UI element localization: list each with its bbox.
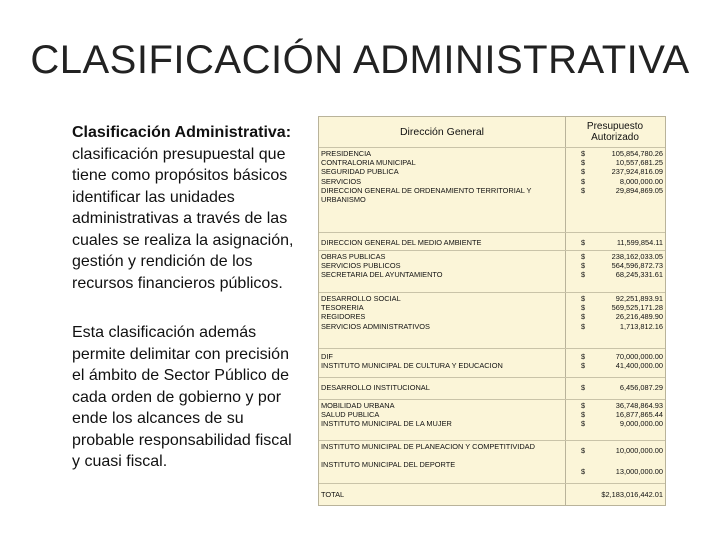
unit-name: DIRECCION GENERAL DE ORDENAMIENTO TERRITORIAL Y URBANISMO (321, 185, 532, 205)
definition-paragraph (72, 122, 300, 294)
total-label: TOTAL (321, 490, 345, 499)
amount-cell: $ 9,000,000.00 (581, 419, 663, 429)
amount-cell: $ 11,599,854.11 (581, 238, 663, 247)
header-budget: Presupuesto Autorizado (565, 117, 665, 148)
definition-text: clasificación presupuestal que tiene como propósitos básicos identificar las unidades administrativas a través de las cuales se realiza la asignación, gestión y rendición de los recursos financieros públicos. (72, 145, 294, 292)
amount-value: 10,000,000.00 (615, 446, 663, 455)
amount-cell: $ 1,713,812.16 (581, 321, 663, 331)
amount-cell: $ 68,245,331.61 (581, 270, 663, 280)
unit-name: OBRAS PUBLICAS (321, 252, 386, 261)
amount-value: 11,599,854.11 (616, 238, 663, 247)
amount-value: 16,877,865.44 (615, 410, 663, 420)
table-row-group (319, 292, 665, 348)
description-block (72, 122, 300, 473)
amount-value: 105,854,780.26 (611, 149, 663, 158)
unit-name: SERVICIOS PUBLICOS (321, 261, 401, 271)
unit-name: DESARROLLO SOCIAL (321, 294, 401, 303)
amount-value: 9,000,000.00 (619, 419, 663, 429)
amount-cell: $ 569,525,171.28 (581, 303, 663, 313)
amount-cell: $ 238,162,033.05 (581, 252, 663, 261)
unit-name: INSTITUTO MUNICIPAL DEL DEPORTE (321, 460, 456, 470)
amount-cell: $ 92,251,893.91 (581, 294, 663, 303)
unit-name: MOBILIDAD URBANA (321, 401, 395, 410)
unit-name: DIRECCION GENERAL DEL MEDIO AMBIENTE (321, 238, 482, 247)
amount-value: 41,400,000.00 (615, 361, 663, 371)
amount-cell: $ 237,924,816.09 (581, 167, 663, 177)
amount-value: 70,000,000.00 (615, 352, 663, 361)
unit-name: SALUD PUBLICA (321, 410, 380, 420)
amount-value: 8,000,000.00 (619, 176, 663, 186)
unit-name: INSTITUTO MUNICIPAL DE CULTURA Y EDUCACION (321, 361, 503, 371)
amount-value: 13,000,000.00 (615, 467, 663, 477)
amount-value: 238,162,033.05 (611, 252, 663, 261)
total-amount: $2,183,016,442.01 (601, 490, 663, 499)
unit-name: SEGURIDAD PUBLICA (321, 167, 399, 177)
budget-table (318, 116, 666, 506)
table-row-total (319, 483, 665, 506)
amount-value: 237,924,816.09 (611, 167, 663, 177)
unit-name: SECRETARIA DEL AYUNTAMIENTO (321, 270, 443, 280)
amount-cell: $ 8,000,000.00 (581, 176, 663, 186)
table-row-group (319, 399, 665, 440)
amount-value: 10,557,681.25 (615, 158, 663, 168)
amount-cell: $ 564,596,872.73 (581, 261, 663, 271)
amount-cell: $ 29,894,869.05 (581, 185, 663, 195)
amount-value: 569,525,171.28 (611, 303, 663, 313)
amount-value: 6,456,087.29 (619, 383, 663, 392)
slide-title: CLASIFICACIÓN ADMINISTRATIVA (30, 38, 690, 82)
amount-value: 26,216,489.90 (615, 312, 663, 322)
scope-paragraph: Esta clasificación además permite delimitar con precisión el ámbito de Sector Público de cada orden de gobierno y por ende los alcances de su probable responsabilidad fiscal y cuasi fiscal. (72, 324, 292, 470)
table-row-group (319, 147, 665, 236)
unit-name: SERVICIOS (321, 176, 362, 186)
amount-cell: $ 70,000,000.00 (581, 352, 663, 361)
amount-cell: $ 41,400,000.00 (581, 361, 663, 371)
amount-value: 564,596,872.73 (611, 261, 663, 271)
unit-name: INSTITUTO MUNICIPAL DE PLANEACION Y COMPETITIVIDAD (321, 442, 535, 451)
table-row-group (319, 348, 665, 376)
table-row-group (319, 377, 665, 398)
amount-cell: $ 13,000,000.00 (581, 467, 663, 477)
amount-cell: $ 105,854,780.26 (581, 149, 663, 158)
definition-label: Clasificación Administrativa: (72, 124, 292, 141)
unit-name: CONTRALORIA MUNICIPAL (321, 158, 416, 168)
amount-value: 29,894,869.05 (615, 185, 663, 195)
amount-cell: $ 10,557,681.25 (581, 158, 663, 168)
table-row-group (319, 440, 665, 483)
amount-cell: $ 26,216,489.90 (581, 312, 663, 322)
unit-name: REGIDORES (321, 312, 366, 322)
unit-name: SERVICIOS ADMINISTRATIVOS (321, 321, 430, 331)
amount-cell: $ 36,748,864.93 (581, 401, 663, 410)
amount-value: 92,251,893.91 (615, 294, 663, 303)
amount-value: 68,245,331.61 (615, 270, 663, 280)
unit-name: PRESIDENCIA (321, 149, 372, 158)
amount-value: 36,748,864.93 (615, 401, 663, 410)
amount-cell: $ 6,456,087.29 (581, 383, 663, 392)
header-direction: Dirección General (319, 117, 565, 148)
amount-cell: $ 10,000,000.00 (581, 446, 663, 455)
amount-cell: $ 16,877,865.44 (581, 410, 663, 420)
unit-name: DIF (321, 352, 333, 361)
table-row-group (319, 232, 665, 252)
unit-name: DESARROLLO INSTITUCIONAL (321, 383, 430, 392)
table-row-group (319, 250, 665, 292)
amount-value: 1,713,812.16 (619, 321, 663, 331)
unit-name: TESORERIA (321, 303, 364, 313)
unit-name: INSTITUTO MUNICIPAL DE LA MUJER (321, 419, 452, 429)
